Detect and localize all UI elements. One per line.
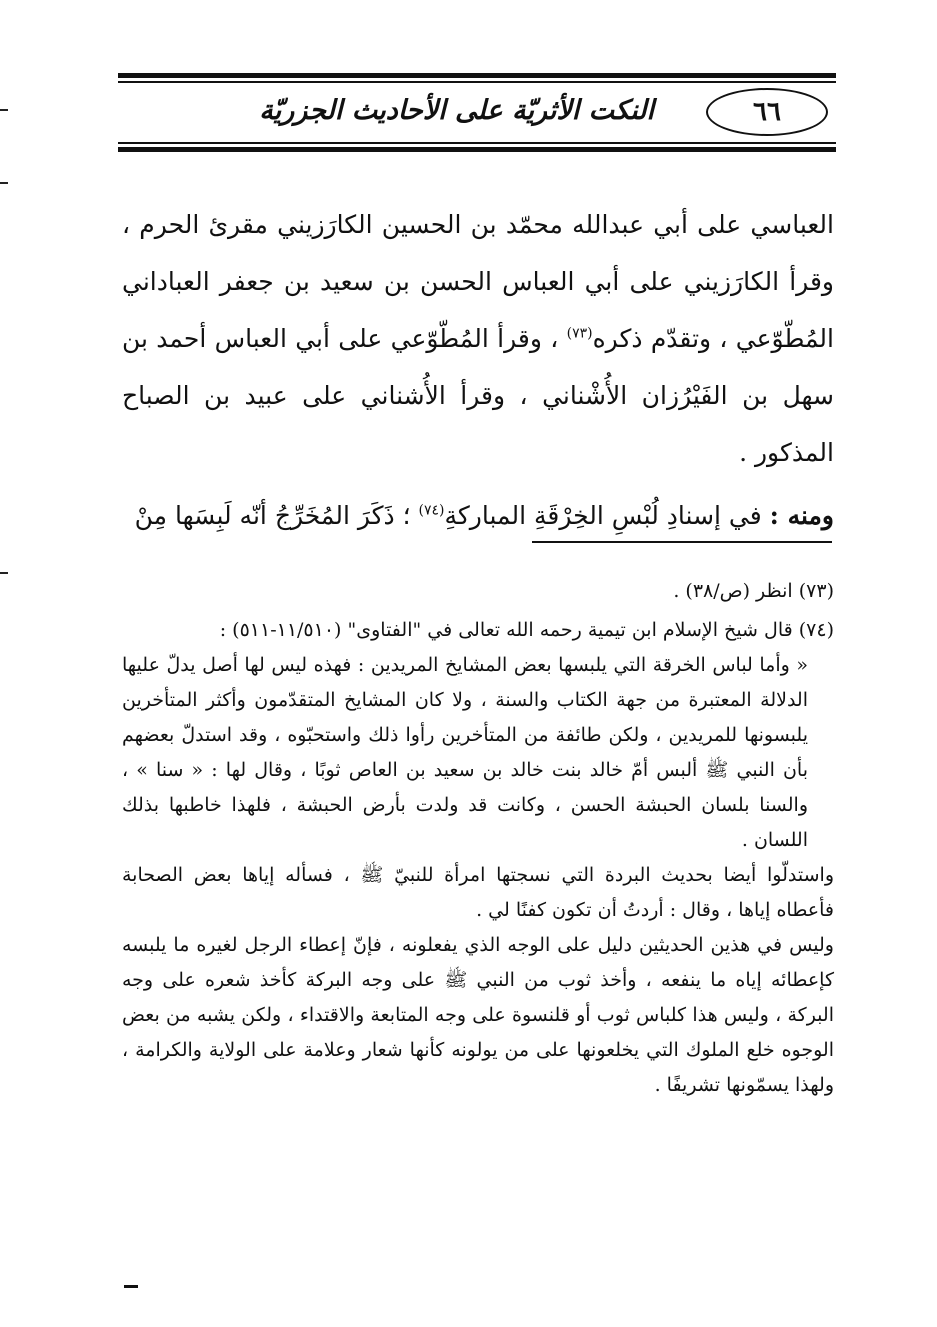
- page-number: ٦٦: [753, 97, 781, 127]
- header-rule-top: [118, 73, 836, 78]
- running-title: النكت الأثريّة على الأحاديث الجزريّة: [259, 94, 654, 126]
- footnote-separator: [532, 541, 832, 543]
- main-text: [122, 196, 834, 544]
- paragraph-text: في إسنادِ لُبْسِ الخِرْقَةِ المباركةِ: [444, 501, 770, 530]
- paragraph-text: العباسي على أبي عبدالله محمّد بن الحسين الكارَزيني مقرئ الحرم ، وقرأ الكارَزيني على أبي العباس الحسن بن سعيد بن جعفر العباداني المُطّوّعي ، وتقدّم ذكره: [122, 210, 835, 353]
- paragraph-text: ، وقرأ المُطّوّعي على أبي العباس أحمد بن سهل بن الفَيْرُزان الأُشْناني ، وقرأ الأُشناني على عبيد بن الصباح المذكور .: [122, 324, 834, 467]
- paragraph-lead: ومنه :: [769, 501, 834, 530]
- footnote-74-paragraph: وليس في هذين الحديثين دليل على الوجه الذي يفعلونه ، فإنّ إعطاء الرجل لغيره ما يلبسه كإعطائه إياه ما ينفعه ، وأخذ ثوب من النبي ﷺ على وجه البركة كأخذ شعره على وجه البركة ، وليس هذا كلباس ثوب أو قلنسوة على وجه المتابعة والاقتداء ، ولكن يشبه من بعض الوجوه خلع الملوك التي يخلعونها على من يولونه كأنها شعار وعلامة على الولاية والكرامة ، ولهذا يسمّونها تشريفًا .: [122, 934, 834, 1096]
- main-paragraph: [122, 196, 834, 481]
- page-header: [118, 82, 836, 142]
- footnote-ref-73[interactable]: (٧٣): [566, 325, 593, 342]
- footnote-74-paragraph: واستدلّوا أيضا بحديث البردة التي نسجتها امرأة للنبيّ ﷺ ، فسأله إياها بعض الصحابة فأعطاه إياها ، وقال : أردتُ أن تكون كفنًا لي .: [122, 864, 834, 921]
- scan-edge-mark: [0, 572, 8, 574]
- footnote-74-paragraph: « وأما لباس الخرقة التي يلبسها بعض المشايخ المريدين : فهذه ليس لها أصل يدلّ عليها الدلالة المعتبرة من جهة الكتاب والسنة ، ولا كان المشايخ المتقدّمون وأكثر المتأخرين يلبسونها للمريدين ، ولكن طائفة من المتأخرين رأوا ذلك واستحبّوه ، وقد استدلّ بعضهم بأن النبي ﷺ ألبس أمّ خالد بنت خالد بن سعيد بن العاص ثوبًا ، وقال لها : « سنا » ، والسنا بلسان الحبشة الحسن ، وكانت قد ولدت بأرض الحبشة ، فلهذا خاطبها بذلك اللسان .: [122, 654, 808, 851]
- main-paragraph: [122, 487, 834, 544]
- footnotes: [122, 574, 834, 1103]
- scan-edge-mark: [0, 109, 8, 111]
- paragraph-text: ؛ ذَكَرَ المُخَرِّجُ أنّه لَبِسَها مِنْ: [134, 501, 419, 530]
- scan-edge-mark: [0, 182, 8, 184]
- footnote-74-intro: (٧٤) قال شيخ الإسلام ابن تيمية رحمه الله تعالى في "الفتاوى" (١١/٥١٠-٥١١) :: [219, 619, 834, 641]
- page-number-oval: [706, 88, 828, 136]
- page-bottom-mark: [124, 1285, 138, 1288]
- footnote-ref-74[interactable]: (٧٤): [418, 502, 445, 519]
- header-rule-bottom: [118, 147, 836, 152]
- footnote-73: (٧٣) انظر (ص/٣٨) .: [673, 580, 834, 602]
- header-rule-bottom-thin: [118, 142, 836, 144]
